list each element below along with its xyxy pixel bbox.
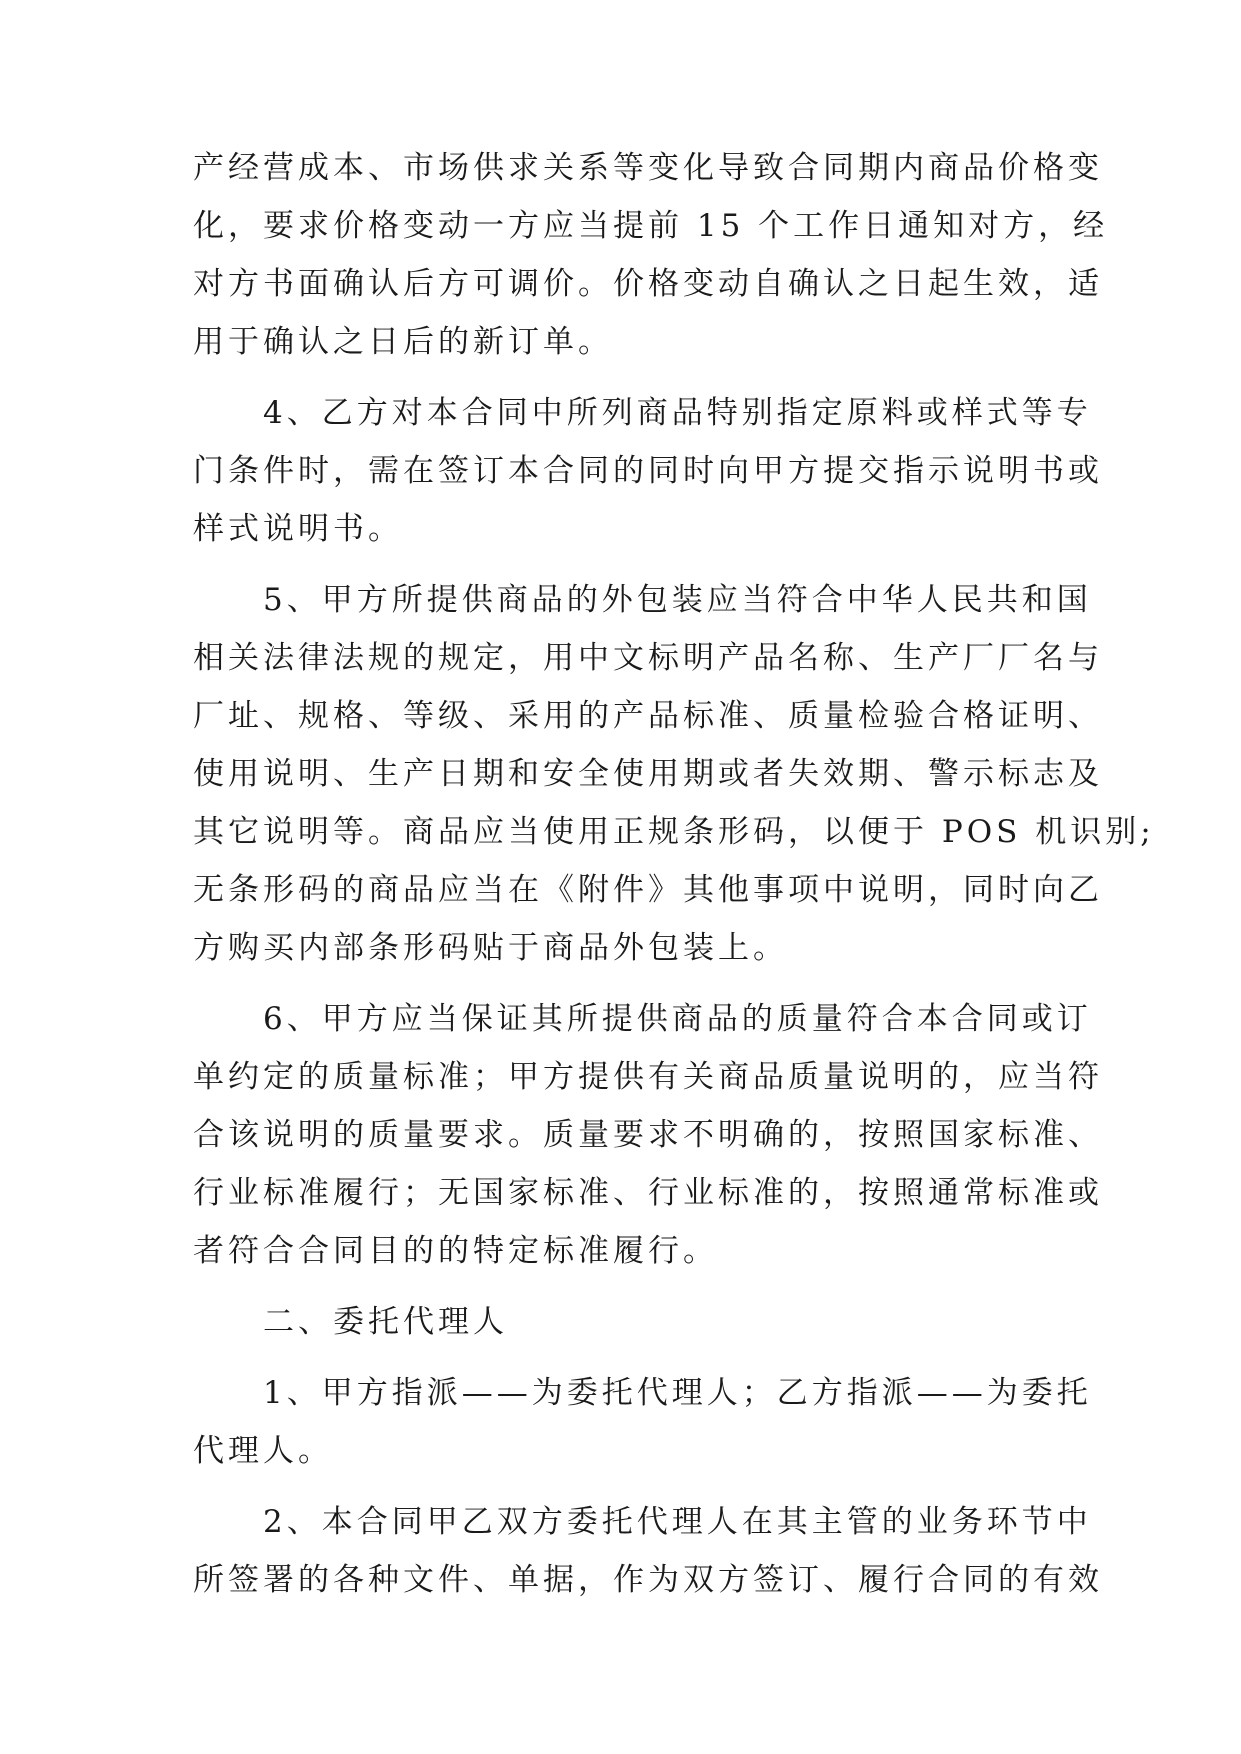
text-line: 所签署的各种文件、单据，作为双方签订、履行合同的有效 <box>193 1562 1103 1598</box>
section-heading: 二、委托代理人 <box>193 1304 508 1340</box>
text-line: 产经营成本、市场供求关系等变化导致合同期内商品价格变 <box>193 150 1103 186</box>
text-line: 其它说明等。商品应当使用正规条形码，以便于 POS 机识别; <box>193 814 1155 850</box>
text-line: 单约定的质量标准；甲方提供有关商品质量说明的，应当符 <box>193 1059 1103 1095</box>
text-line: 门条件时，需在签订本合同的同时向甲方提交指示说明书或 <box>193 453 1103 489</box>
text-line: 用于确认之日后的新订单。 <box>193 324 613 360</box>
text-line: 厂址、规格、等级、采用的产品标准、质量检验合格证明、 <box>193 698 1103 734</box>
text-line: 行业标准履行；无国家标准、行业标准的，按照通常标准或 <box>193 1175 1103 1211</box>
text-line: 1、甲方指派——为委托代理人；乙方指派——为委托 <box>193 1375 1092 1411</box>
text-line: 合该说明的质量要求。质量要求不明确的，按照国家标准、 <box>193 1117 1103 1153</box>
text-line: 相关法律法规的规定，用中文标明产品名称、生产厂厂名与 <box>193 640 1103 676</box>
text-line: 样式说明书。 <box>193 511 403 547</box>
text-line: 6、甲方应当保证其所提供商品的质量符合本合同或订 <box>193 1001 1092 1037</box>
text-line: 者符合合同目的的特定标准履行。 <box>193 1233 718 1269</box>
text-line: 无条形码的商品应当在《附件》其他事项中说明，同时向乙 <box>193 872 1103 908</box>
text-line: 化，要求价格变动一方应当提前 15 个工作日通知对方，经 <box>193 208 1109 244</box>
text-line: 代理人。 <box>193 1433 333 1469</box>
text-line: 对方书面确认后方可调价。价格变动自确认之日起生效，适 <box>193 266 1103 302</box>
text-line: 4、乙方对本合同中所列商品特别指定原料或样式等专 <box>193 395 1092 431</box>
text-line: 2、本合同甲乙双方委托代理人在其主管的业务环节中 <box>193 1504 1092 1540</box>
text-line: 方购买内部条形码贴于商品外包装上。 <box>193 930 788 966</box>
text-line: 使用说明、生产日期和安全使用期或者失效期、警示标志及 <box>193 756 1103 792</box>
text-line: 5、甲方所提供商品的外包装应当符合中华人民共和国 <box>193 582 1092 618</box>
